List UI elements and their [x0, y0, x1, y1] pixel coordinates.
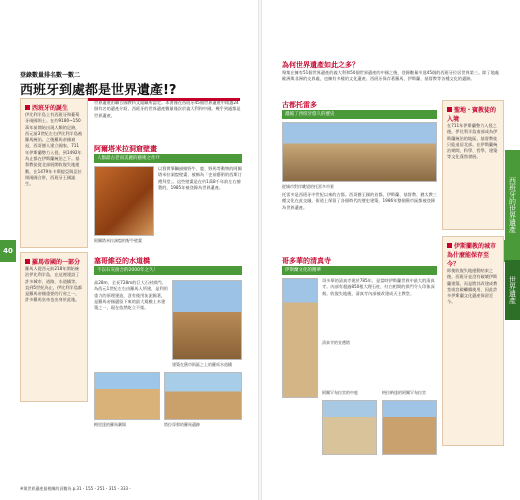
section-title: 哥多華的清真寺 [282, 257, 331, 265]
section-bar: 伊斯蘭文化的精華 [282, 266, 437, 275]
sidebar-text: 即使收復失地運動結束之後，西班牙並沒有破壞伊斯蘭建築，而是將其改建成教堂或宮殿繼續使用，因此許多伊斯蘭文化遺產保留至今。 [447, 268, 498, 305]
section-text: 高28m、全長728m的巨大石材拱門。為西元1世紀左右由羅馬人所建，是利用重力的原理建造，沒有使用灰泥黏著，是羅馬帝國遺留下來的最大規模土木建築之一，現在依然屹立不搖。 [94, 280, 168, 311]
image-caption: 清真寺的宣禮塔 [322, 340, 350, 345]
right-page [262, 0, 520, 500]
image-caption: 建築在舊市街區之上的羅馬水道橋 [172, 362, 232, 367]
sidebar-box-sacred [442, 100, 504, 230]
toledo-image [282, 122, 437, 182]
page-subtitle: 登錄數量排名數一數二 [20, 72, 81, 79]
image-caption: 塔拉哥那的羅馬遺跡 [164, 422, 200, 427]
bullet-icon [447, 107, 452, 112]
image-caption: 梅里達的羅馬劇場 [94, 422, 126, 427]
alhambra-image [382, 400, 437, 455]
cave-painting-image [94, 166, 154, 236]
intro-text: 世界遺產由聯合國教科文組織所認定。本書僅在西班牙45個世界遺產中精選24個有名的遺產介紹，西班牙的世界遺產數量僅次於義大利和中國，幾乎到處都是世界遺產。 [94, 100, 241, 118]
sidebar-box-spain-birth [20, 98, 88, 248]
image-caption: 阿爾塔米拉洞窟的野牛壁畫 [94, 238, 142, 243]
header-text: 聚集在擁有51個世界遺產的義大利和50個世界遺產的中國之後，登錄數量多達45個的西班牙位居世界第三。除了地處歐洲與非洲的交界處，也擁有多樣的文化遺產。西班牙保存著羅馬、伊斯蘭、基督教等各種文化的遺跡。 [282, 70, 499, 82]
section-toledo [282, 100, 437, 119]
section-bar: 不以石灰接合的2000年之久！ [94, 266, 242, 275]
title-band [20, 70, 240, 101]
page-number-left: 40 [0, 240, 16, 262]
image-caption: 阿爾罕布拉宮的中庭 [322, 390, 358, 395]
section-bar: 人類最古老而美麗的藝術之作!? [94, 154, 242, 163]
image-caption: 格拉納達的阿爾罕布拉宮 [382, 390, 426, 395]
sidebar-title: 伊斯蘭教的城市為什麼能保存至今？ [447, 243, 497, 268]
section-segovia [94, 256, 242, 275]
chapter-tab-sub: 世界遺產 [505, 260, 520, 320]
sidebar-title: 西班牙的誕生 [25, 103, 83, 112]
sidebar-box-islam [442, 236, 504, 446]
sidebar-title: 羅馬帝國的一部分 [25, 257, 83, 266]
aqueduct-image [172, 280, 242, 360]
bullet-icon [447, 243, 452, 248]
section-title: 阿爾塔米拉洞窟壁畫 [94, 145, 157, 153]
sidebar-text: 在711年伊斯蘭勢力入侵之後，伊比利半島南部成為伊斯蘭統治的地區，基督教徒只能退居北部。在伊斯蘭統治期間，科學、哲學、建築等文化蓬勃發展。 [447, 123, 498, 160]
section-cordoba [282, 256, 437, 275]
footer-note: ※與世界遺產最相關的頁數為 p.31・155・251・315・333・ [20, 486, 133, 491]
section-text: 以寫實筆觸描繪野牛、鹿、野馬等動物的阿爾塔米拉洞窟壁畫，被稱為「史前藝術的西斯汀禮拜堂」。這些壁畫是在約1萬8千年前左右繪製的，1985年被登錄為世界遺產。 [158, 166, 242, 190]
minaret-image [282, 278, 318, 398]
ruins-image [164, 372, 242, 420]
sidebar-text: 羅馬人從西元前218年開始統治伊比利半島，在這裡建設了許多城市、道路、水道橋等。直到5世紀為止，伊比利半島都是羅馬帝國重要的行省之一，許多羅馬皇帝也出身於此地。 [25, 266, 83, 303]
section-text: 哥多華的清真寺建於785年，是當時伊斯蘭世界中最大的清真寺。內部有超過850根大理石柱，紅白相間的拱門令人印象深刻。收復失地後，清真寺內部被改建成天主教堂。 [322, 278, 435, 296]
section-title: 塞哥維亞的水道橋 [94, 257, 150, 265]
section-bar: 濃縮了西班牙悠久的歷史 [282, 110, 437, 119]
section-altamira [94, 144, 242, 163]
sidebar-title: 聖地・賓教徒的入境 [447, 107, 497, 123]
header-title: 為何世界遺產如此之多？ [282, 61, 359, 69]
chapter-tab: 西班牙的世界遺產 [505, 150, 520, 260]
sidebar-text: 伊比利半島上有西班牙和葡萄牙兩國領土。在約9180~150萬年前開始出現人類的足跡，西元前3世紀左右伊比利半島被羅馬統治。之後羅馬帝國衰退，西哥德人建立國家。711年伊斯蘭勢力入侵，到1492年為止都在伊斯蘭統治之下。基督教徒從北部展開收復失地運動，在1479年卡斯提亞與亞拉岡兩國合併，西班牙王國誕生。 [25, 112, 83, 187]
bullet-icon [25, 259, 30, 264]
section-text: 托雷多是西班牙中世紀以來的古都。西哥德王國的首都，伊斯蘭、基督教、猶太教三種文化在此交融，街道上保留了各個時代的歷史建築，1986年整個舊市區都被登錄為世界遺產。 [282, 192, 437, 210]
image-caption: 從城市對岸眺望的托雷多市景 [282, 184, 334, 189]
sidebar-box-roman [20, 252, 88, 402]
section-title: 古都托雷多 [282, 101, 317, 109]
alhambra-court-image [322, 400, 377, 455]
page-title: 西班牙到處都是世界遺產!? [20, 83, 177, 98]
left-page [0, 0, 258, 500]
bullet-icon [25, 105, 30, 110]
header-box [282, 60, 502, 83]
theater-image [94, 372, 160, 420]
